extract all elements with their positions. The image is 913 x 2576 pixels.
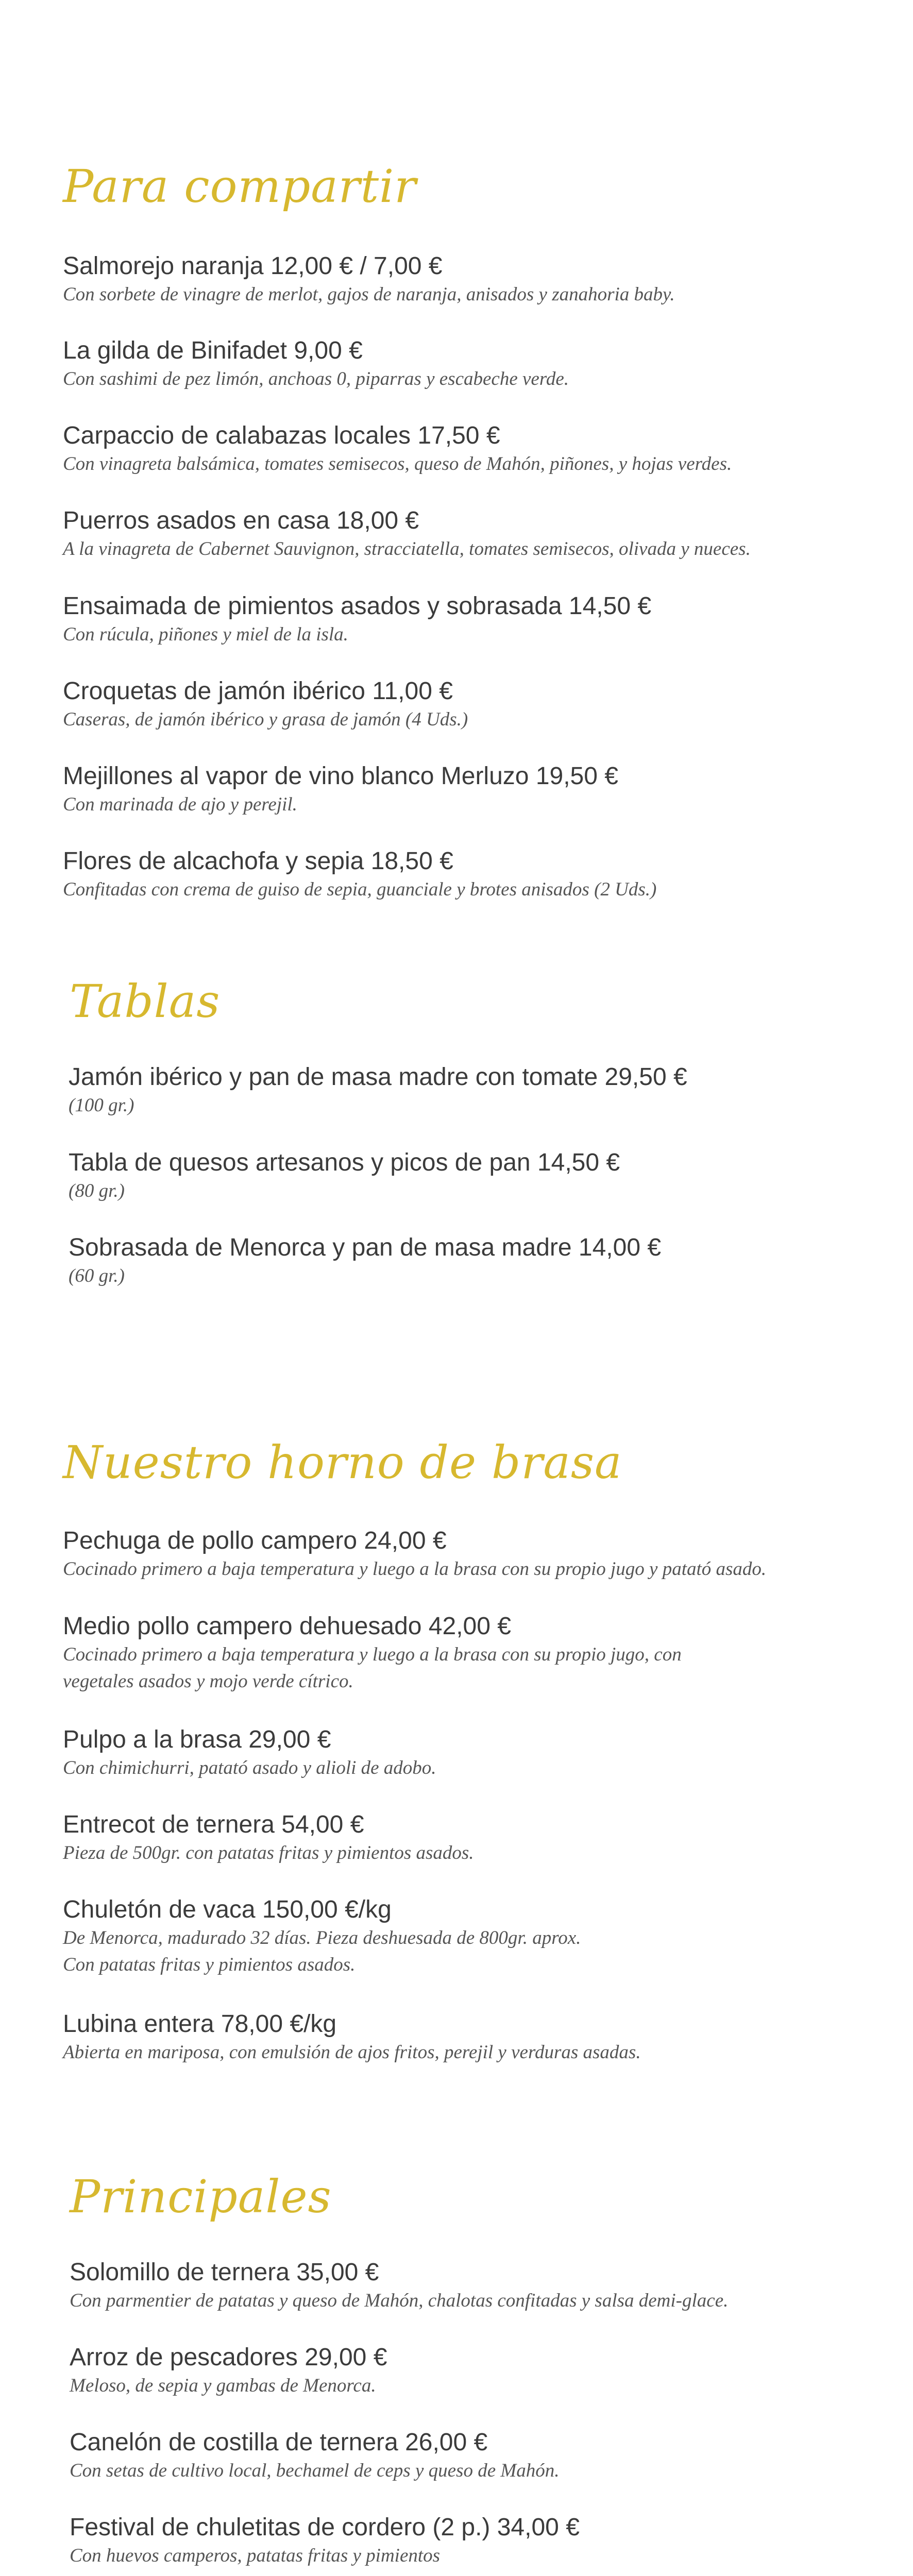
item-description: Con sashimi de pez limón, anchoas 0, piparras y escabeche verde. xyxy=(63,368,569,389)
section-title: Para compartir xyxy=(63,160,417,213)
item-description: Caseras, de jamón ibérico y grasa de jamón (4 Uds.) xyxy=(63,709,468,730)
item-name: Canelón de costilla de ternera 26,00 € xyxy=(70,2429,488,2456)
item-name: Carpaccio de calabazas locales 17,50 € xyxy=(63,422,500,449)
menu-item xyxy=(70,2513,580,2569)
item-description: (60 gr.) xyxy=(69,1265,125,1286)
item-description: Cocinado primero a baja temperatura y luego a la brasa con su propio jugo, con vegetales asados y mojo verde cítrico. xyxy=(63,1644,682,1692)
item-name: Lubina entera 78,00 €/kg xyxy=(63,2010,337,2038)
section-title: Tablas xyxy=(70,975,221,1028)
item-description: Con setas de cultivo local, bechamel de ceps y queso de Mahón. xyxy=(70,2460,560,2481)
item-description: Cocinado primero a baja temperatura y luego a la brasa con su propio jugo y patató asado. xyxy=(63,1558,767,1580)
item-name: Festival de chuletitas de cordero (2 p.) 34,00 € xyxy=(70,2514,580,2541)
menu-item xyxy=(63,2009,641,2066)
item-description: Con rúcula, piñones y miel de la isla. xyxy=(63,624,348,645)
item-name: Tabla de quesos artesanos y picos de pan 14,50 € xyxy=(69,1149,620,1176)
item-name: Entrecot de ternera 54,00 € xyxy=(63,1811,364,1838)
section-title: Nuestro horno de brasa xyxy=(63,1436,622,1489)
item-name: Medio pollo campero dehuesado 42,00 € xyxy=(63,1613,511,1640)
item-description: A la vinagreta de Cabernet Sauvignon, stracciatella, tomates semisecos, olivada y nueces. xyxy=(63,538,751,560)
item-name: Arroz de pescadores 29,00 € xyxy=(70,2344,387,2371)
item-name: Sobrasada de Menorca y pan de masa madre 14,00 € xyxy=(69,1234,662,1261)
item-description: Confitadas con crema de guiso de sepia, guanciale y brotes anisados (2 Uds.) xyxy=(63,879,657,900)
item-description: Con vinagreta balsámica, tomates semisecos, queso de Mahón, piñones, y hojas verdes. xyxy=(63,453,732,474)
section-tablas xyxy=(0,927,913,1340)
menu-item xyxy=(63,1526,766,1583)
menu-item xyxy=(63,1810,474,1867)
menu-item xyxy=(69,1062,687,1119)
item-description: De Menorca, madurado 32 días. Pieza deshuesada de 800gr. aprox. Con patatas fritas y pimientos asados. xyxy=(63,1927,581,1975)
item-name: Mejillones al vapor de vino blanco Merluzo 19,50 € xyxy=(63,762,618,790)
item-description: Con parmentier de patatas y queso de Mahón, chalotas confitadas y salsa demi-glace. xyxy=(70,2290,729,2311)
menu-item xyxy=(63,1725,436,1782)
menu-item xyxy=(63,336,569,393)
section-para-compartir xyxy=(0,0,913,927)
menu-item xyxy=(63,421,732,478)
item-name: Croquetas de jamón ibérico 11,00 € xyxy=(63,677,453,705)
item-description: Con huevos camperos, patatas fritas y pimientos xyxy=(70,2545,441,2566)
section-title: Principales xyxy=(70,2170,332,2223)
menu-item xyxy=(63,846,656,903)
item-name: Flores de alcachofa y sepia 18,50 € xyxy=(63,848,453,875)
item-description: Con sorbete de vinagre de merlot, gajos de naranja, anisados y zanahoria baby. xyxy=(63,284,675,305)
menu-item xyxy=(69,1148,620,1205)
item-description: Con chimichurri, patató asado y alioli de adobo. xyxy=(63,1757,436,1778)
menu-item xyxy=(63,761,618,818)
item-name: Solomillo de ternera 35,00 € xyxy=(70,2259,379,2286)
item-name: Salmorejo naranja 12,00 € / 7,00 € xyxy=(63,252,443,280)
menu-item xyxy=(63,506,751,563)
menu-item xyxy=(69,1233,661,1290)
item-name: La gilda de Binifadet 9,00 € xyxy=(63,337,363,364)
menu-item xyxy=(63,251,675,308)
menu-item xyxy=(63,1612,682,1695)
item-description: (100 gr.) xyxy=(69,1095,134,1116)
menu-item xyxy=(63,676,468,733)
item-name: Ensaimada de pimientos asados y sobrasada 14,50 € xyxy=(63,592,652,620)
menu-item xyxy=(63,591,651,648)
item-description: Con marinada de ajo y perejil. xyxy=(63,794,297,815)
item-description: Meloso, de sepia y gambas de Menorca. xyxy=(70,2375,376,2396)
menu-item xyxy=(63,1895,581,1978)
menu-item xyxy=(70,2428,559,2484)
item-description: Pieza de 500gr. con patatas fritas y pimientos asados. xyxy=(63,1842,474,1863)
item-description: Abierta en mariposa, con emulsión de ajos fritos, perejil y verduras asadas. xyxy=(63,2042,641,2063)
menu-item xyxy=(70,2258,728,2314)
menu-item xyxy=(70,2343,387,2399)
section-horno-de-brasa xyxy=(0,1340,913,2138)
item-name: Jamón ibérico y pan de masa madre con tomate 29,50 € xyxy=(69,1063,687,1091)
item-name: Puerros asados en casa 18,00 € xyxy=(63,507,419,534)
item-description: (80 gr.) xyxy=(69,1180,125,1201)
item-name: Chuletón de vaca 150,00 €/kg xyxy=(63,1896,392,1923)
item-name: Pulpo a la brasa 29,00 € xyxy=(63,1726,331,1753)
section-principales xyxy=(0,2138,913,2576)
item-name: Pechuga de pollo campero 24,00 € xyxy=(63,1527,447,1554)
